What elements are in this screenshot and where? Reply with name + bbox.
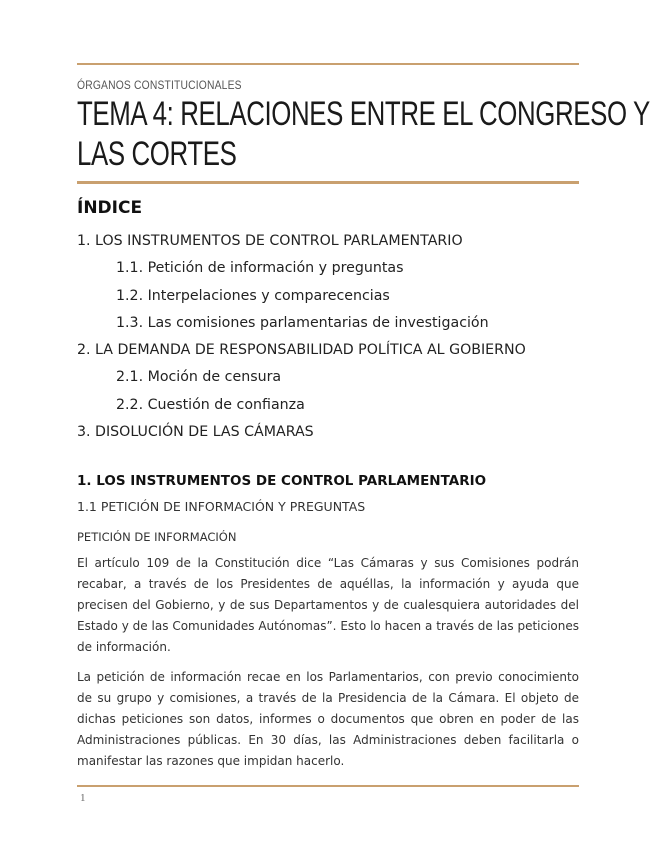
- section-kicker: ÓRGANOS CONSTITUCIONALES: [77, 78, 242, 92]
- table-of-contents: [77, 228, 597, 446]
- toc-item: 2. LA DEMANDA DE RESPONSABILIDAD POLÍTICA AL GOBIERNO: [77, 342, 526, 359]
- page-title-line-1: TEMA 4: RELACIONES ENTRE EL CONGRESO Y: [77, 95, 650, 133]
- body-paragraph: La petición de información recae en los Parlamentarios, con previo conocimiento de su grupo y comisiones, a través de la Presidencia de la Cámara. El objeto de dichas peticiones son datos, informes o documentos que obren en poder de las Administraciones públicas. En 30 días, las Administraciones deben facilitarla o manifestar las razones que impidan hacerlo.: [77, 670, 579, 768]
- toc-item: 1.3. Las comisiones parlamentarias de investigación: [116, 314, 489, 331]
- index-heading: ÍNDICE: [77, 198, 143, 218]
- toc-item: 1. LOS INSTRUMENTOS DE CONTROL PARLAMENTARIO: [77, 233, 463, 249]
- page-title: [77, 94, 650, 174]
- footer-divider: [77, 785, 579, 787]
- toc-item: 2.2. Cuestión de confianza: [116, 396, 305, 413]
- subsection-heading: 1.1 PETICIÓN DE INFORMACIÓN Y PREGUNTAS: [77, 499, 366, 514]
- minor-heading: PETICIÓN DE INFORMACIÓN: [77, 530, 237, 544]
- body-content: [77, 470, 579, 781]
- section-heading: 1. LOS INSTRUMENTOS DE CONTROL PARLAMENTARIO: [77, 473, 487, 489]
- toc-item: 1.2. Interpelaciones y comparecencias: [116, 287, 390, 304]
- top-divider: [77, 63, 579, 65]
- toc-item: 1.1. Petición de información y preguntas: [116, 260, 404, 277]
- body-paragraph: El artículo 109 de la Constitución dice “Las Cámaras y sus Comisiones podrán recabar, a través de los Presidentes de aquéllas, la información y ayuda que precisen del Gobierno, y de sus Departamentos y de cualesquiera autoridades del Estado y de las Comunidades Autónomas”. Esto lo hacen a través de las peticiones de información.: [77, 556, 579, 654]
- page-number: 1: [80, 792, 86, 804]
- page-title-line-2: LAS CORTES: [77, 135, 237, 173]
- toc-item: 3. DISOLUCIÓN DE LAS CÁMARAS: [77, 424, 314, 441]
- title-divider: [77, 181, 579, 184]
- toc-item: 2.1. Moción de censura: [116, 369, 282, 386]
